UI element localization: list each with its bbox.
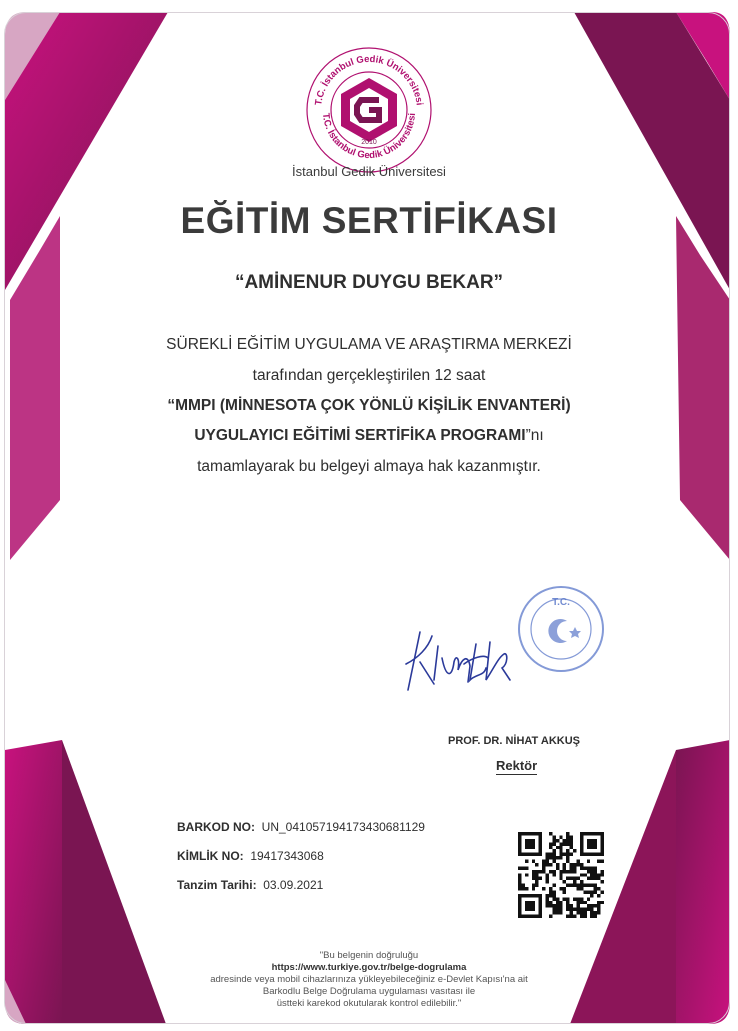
program-suffix: ”nı <box>525 427 544 444</box>
kimlik-label: KİMLİK NO: <box>177 849 244 863</box>
barcode-label: BARKOD NO: <box>177 820 255 834</box>
svg-text:2010: 2010 <box>361 139 377 146</box>
footer-line-4: Barkodlu Belge Doğrulama uygulaması vasıtası ile <box>262 986 476 997</box>
university-seal-icon <box>299 40 439 180</box>
center-name: SÜREKLİ EĞİTİM UYGULAMA VE ARAŞTIRMA MERKEZİ <box>166 336 572 353</box>
university-name: İstanbul Gedik Üniversitesi <box>292 164 446 179</box>
signatory-name: PROF. DR. NİHAT AKKUŞ <box>448 735 580 747</box>
signatory-role: Rektör <box>496 758 538 773</box>
footer-line-3: adresinde veya mobil cihazlarınıza yükleyebileceğiniz e-Devlet Kapısı'na ait <box>210 974 528 985</box>
recipient-name: “AMİNENUR DUYGU BEKAR” <box>234 272 504 293</box>
completion-text: tamamlayarak bu belgeyi almaya hak kazanmıştır. <box>197 458 541 475</box>
date-row <box>177 878 323 892</box>
svg-text:T.C.: T.C. <box>552 597 570 608</box>
svg-text:T.C. İstanbul Gedik Üniversite: T.C. İstanbul Gedik Üniversitesi <box>313 53 425 107</box>
certificate-title: EĞİTİM SERTİFİKASI <box>180 200 558 241</box>
date-label: Tanzim Tarihi: <box>177 878 257 892</box>
signature-icon <box>398 618 528 698</box>
footer-line-5: üstteki karekod okutularak kontrol edilebilir." <box>276 998 462 1009</box>
barcode-value: UN_041057194173430681129 <box>261 820 425 834</box>
duration-text: tarafından gerçekleştirilen 12 saat <box>252 367 486 384</box>
program-name-line2-text: UYGULAYICI EĞİTİMİ SERTİFİKA PROGRAMI <box>194 427 526 444</box>
date-value: 03.09.2021 <box>263 878 324 892</box>
footer-line-1: "Bu belgenin doğruluğu <box>319 950 419 961</box>
verification-link[interactable]: https://www.turkiye.gov.tr/belge-dogrulama <box>271 962 467 973</box>
kimlik-row <box>177 849 324 863</box>
svg-text:T.C. İstanbul Gedik Üniversite: T.C. İstanbul Gedik Üniversitesi <box>319 112 418 162</box>
kimlik-value: 19417343068 <box>250 849 324 863</box>
program-name-line2 <box>0 427 738 445</box>
barcode-row <box>177 820 425 834</box>
qr-code-icon[interactable] <box>518 832 604 918</box>
official-stamp-icon <box>515 583 607 675</box>
program-name-line1: “MMPI (MİNNESOTA ÇOK YÖNLÜ KİŞİLİK ENVANTERİ) <box>167 397 571 414</box>
verification-footer <box>0 950 738 1010</box>
